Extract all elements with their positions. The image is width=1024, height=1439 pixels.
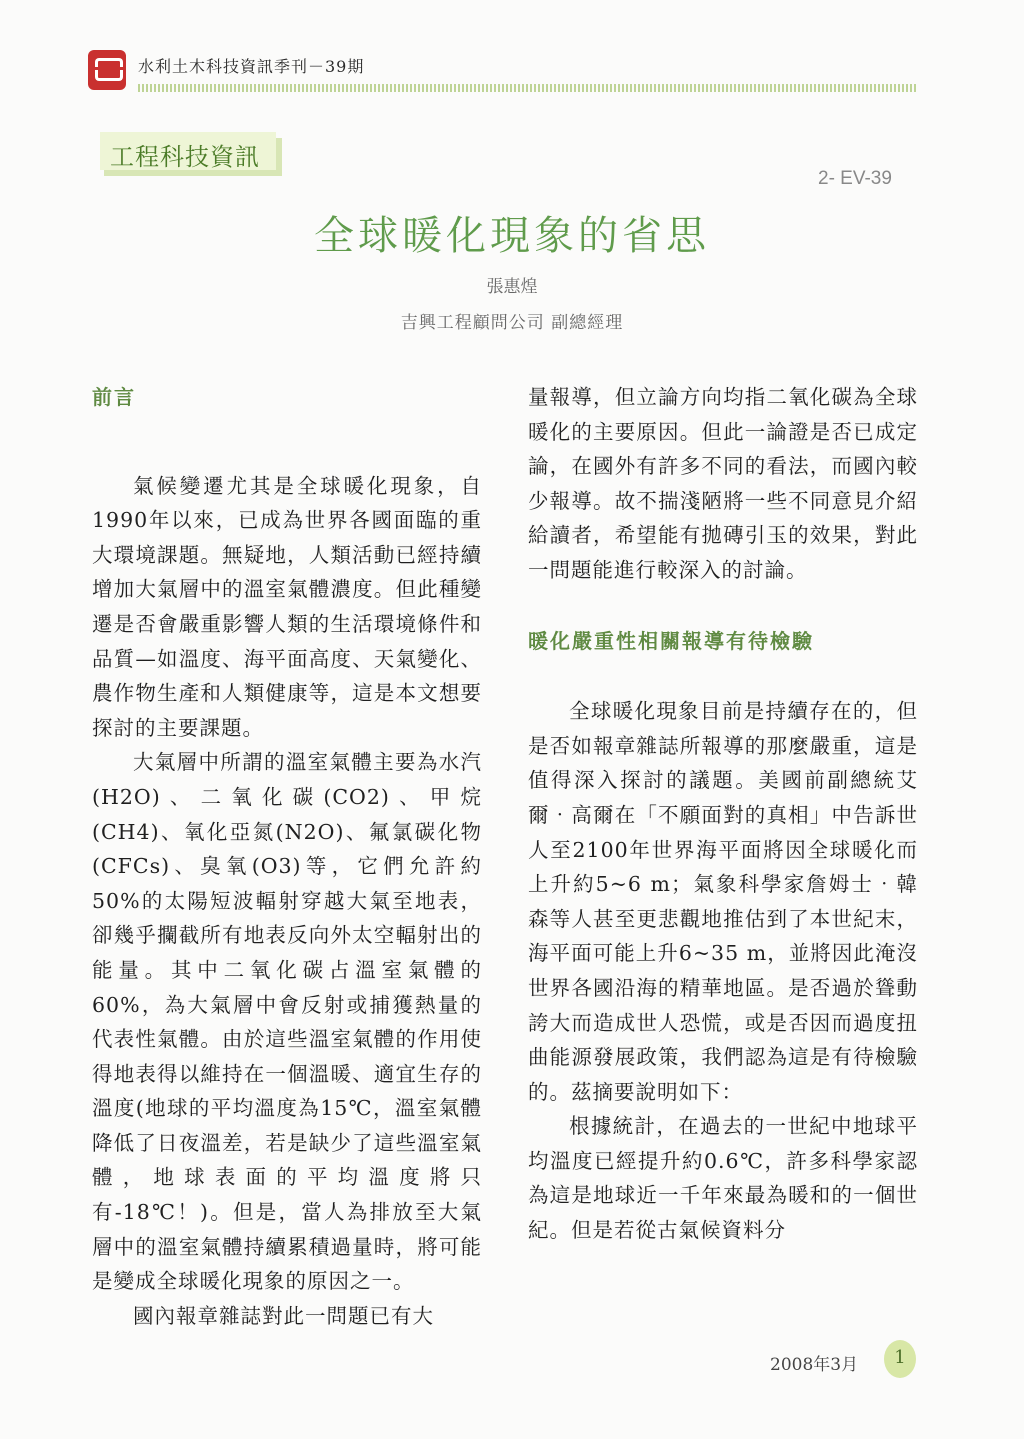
magazine-title: 水利土木科技資訊季刊－39期 [138,57,365,76]
paragraph: 大氣層中所謂的溫室氣體主要為水汽(H2O)、二氧化碳(CO2)、甲烷(CH4)、氧化亞氮(N2O)、氟氯碳化物(CFCs)、臭氧(O3)等，它們允許約50%的太陽短波輻射穿越大氣至地表，卻幾乎攔截所有地表反向外太空輻射出的能量。其中二氧化碳占溫室氣體的60%，為大氣層中會反射或捕獲熱量的代表性氣體。由於這些溫室氣體的作用使得地表得以維持在一個溫暖、適宜生存的溫度(地球的平均溫度為15℃，溫室氣體降低了日夜溫差，若是缺少了這些溫室氣體，地球表面的平均溫度將只有-18℃！)。但是，當人為排放至大氣層中的溫室氣體持續累積過量時，將可能是變成全球暖化現象的原因之一。 [92,750,482,1294]
section-tag [100,132,282,176]
spacer [92,415,482,469]
header-divider [138,84,918,92]
article-code: 2- EV-39 [818,168,892,189]
article-author: 張惠煌 [486,277,538,297]
paragraph: 全球暖化現象目前是持續存在的，但是否如報章雜誌所報導的那麼嚴重，這是值得深入探討的議題。美國前副總統艾爾‧高爾在「不願面對的真相」中告訴世人至2100年世界海平面將因全球暖化而上升約5~6 m；氣象科學家詹姆士‧韓森等人甚至更悲觀地推估到了本世紀末，海平面可能上升6~35 m，並將因此淹沒世界各國沿海的精華地區。是否過於聳動誇大而造成世人恐慌，或是否因而過度扭曲能源發展政策，我們認為這是有待檢驗的。茲摘要說明如下： [528,699,918,1104]
spacer [528,658,918,694]
page-header [88,50,918,96]
section-heading-intro: 前言 [92,385,136,409]
section-heading-severity: 暖化嚴重性相關報導有待檢驗 [528,628,814,653]
article-affiliation: 吉興工程顧問公司 副總經理 [400,313,624,333]
paragraph: 氣候變遷尤其是全球暖化現象，自1990年以來，已成為世界各國面臨的重大環境課題。無疑地，人類活動已經持續增加大氣層中的溫室氣體濃度。但此種變遷是否會嚴重影響人類的生活環境條件和品質—如溫度、海平面高度、天氣變化、農作物生產和人類健康等，這是本文想要探討的主要課題。 [92,473,482,740]
spacer [528,588,918,624]
right-column [528,380,918,1248]
paragraph: 量報導，但立論方向均指二氧化碳為全球暖化的主要原因。但此一論證是否已成定論，在國外有許多不同的看法，而國內較少報導。故不揣淺陋將一些不同意見介紹給讀者，希望能有拋磚引玉的效果，對此一問題能進行較深入的討論。 [528,385,918,582]
footer-date: 2008年3月 [770,1355,859,1375]
paragraph: 根據統計，在過去的一世紀中地球平均溫度已經提升約0.6℃，許多科學家認為這是地球近一千年來最為暖和的一個世紀。但是若從古氣候資料分 [528,1114,918,1243]
left-column [92,380,482,1333]
page-number: 1 [894,1347,906,1368]
article-title: 全球暖化現象的省思 [314,213,710,259]
page-number-badge [884,1340,916,1378]
section-tag-label: 工程科技資訊 [110,143,260,171]
magazine-logo-icon [88,50,126,90]
paragraph: 國內報章雜誌對此一問題已有大 [133,1303,434,1328]
